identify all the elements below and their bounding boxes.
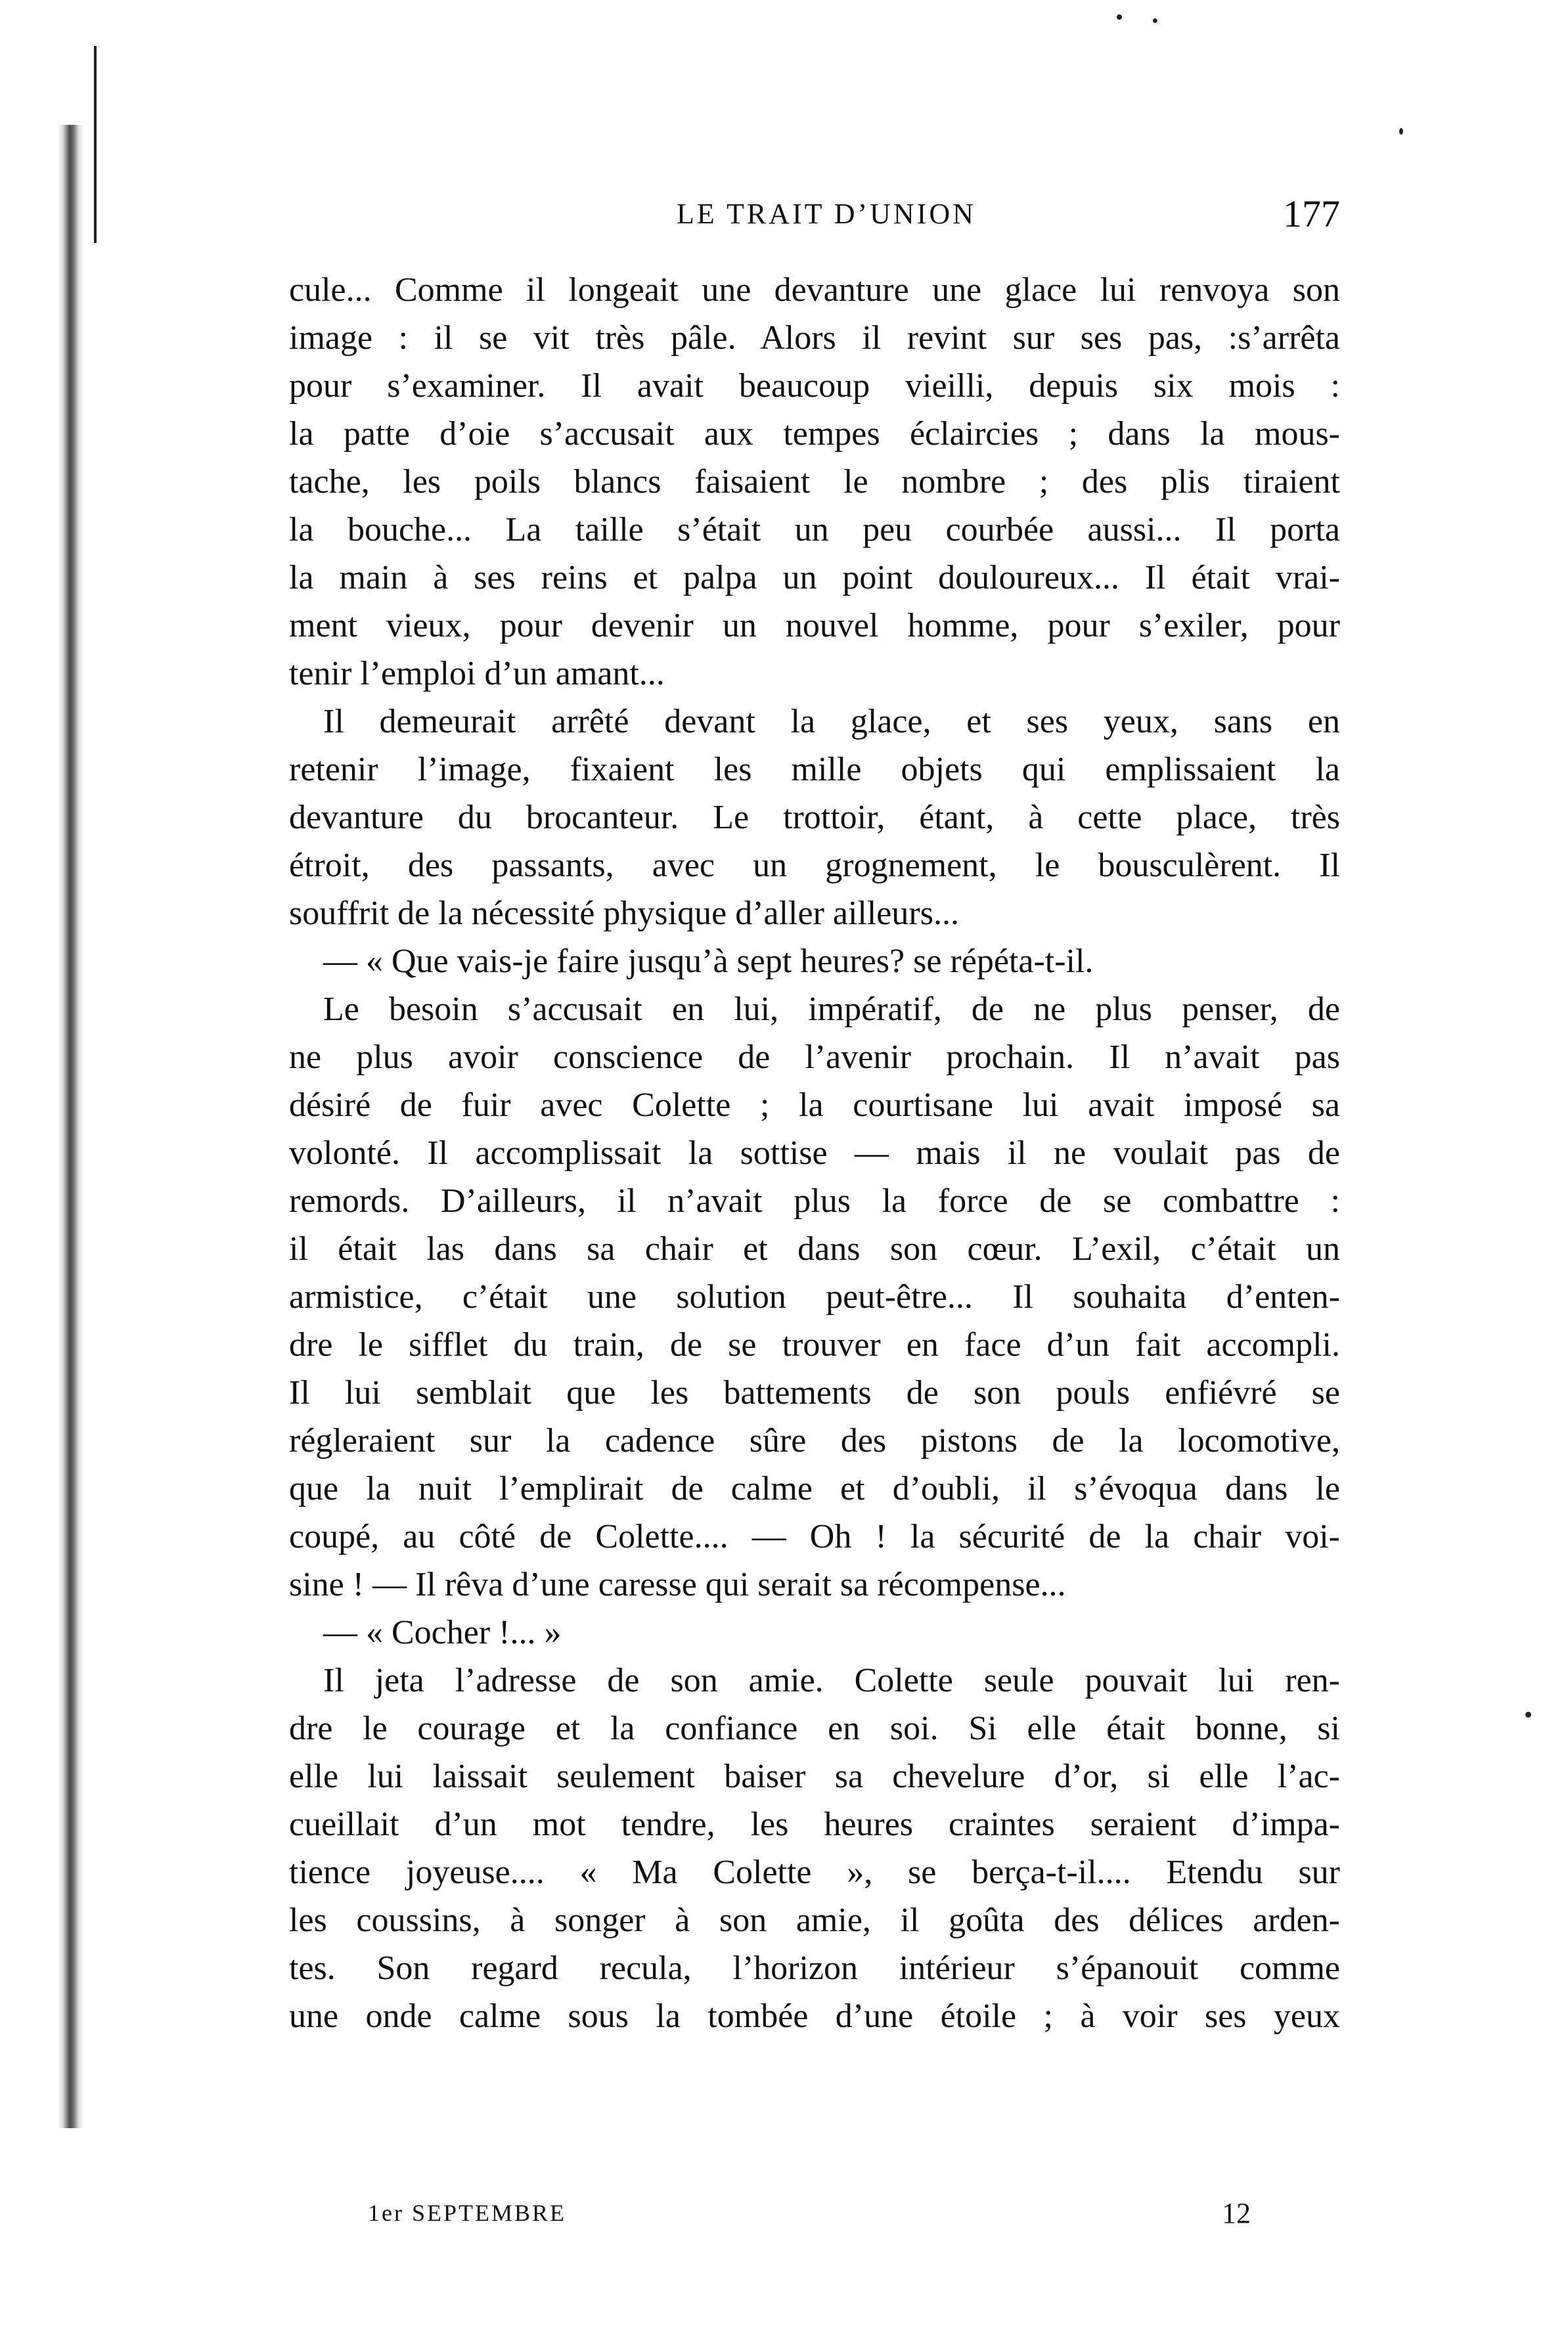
text-line: Il jeta l’adresse de son amie. Colette seule pouvait lui ren- xyxy=(323,1662,1340,1699)
text-line: pour s’examiner. Il avait beaucoup vieilli, depuis six mois : xyxy=(289,367,1340,405)
text-line: coupé, au côté de Colette.... — Oh ! la sécurité de la chair voi- xyxy=(289,1518,1340,1555)
text-line: étroit, des passants, avec un grognement, le bousculèrent. Il xyxy=(289,847,1340,884)
print-speck xyxy=(1525,1712,1531,1718)
page-header xyxy=(289,192,1340,250)
text-line: tes. Son regard recula, l’horizon intérieur s’épanouit comme xyxy=(289,1950,1340,1987)
text-line: devanture du brocanteur. Le trottoir, étant, à cette place, très xyxy=(289,799,1340,836)
text-line: ment vieux, pour devenir un nouvel homme, pour s’exiler, pour xyxy=(289,607,1340,644)
text-line: les coussins, à songer à son amie, il goûta des délices arden- xyxy=(289,1902,1340,1939)
text-line: régleraient sur la cadence sûre des pistons de la locomotive, xyxy=(289,1422,1340,1460)
printer-signature: 1er SEPTEMBRE xyxy=(368,2200,567,2226)
text-line: Le besoin s’accusait en lui, impératif, de ne plus penser, de xyxy=(323,991,1340,1028)
text-line: remords. D’ailleurs, il n’avait plus la force de se combattre : xyxy=(289,1182,1340,1220)
text-line: tache, les poils blancs faisaient le nombre ; des plis tiraient xyxy=(289,463,1340,501)
text-line: retenir l’image, fixaient les mille objets qui emplissaient la xyxy=(289,751,1340,788)
text-line: image : il se vit très pâle. Alors il revint sur ses pas, :s’arrêta xyxy=(289,319,1340,357)
print-speck xyxy=(1399,128,1403,135)
text-line: tenir l’emploi d’un amant... xyxy=(289,655,665,692)
text-line: Il lui semblait que les battements de son pouls enfiévré se xyxy=(289,1374,1340,1412)
text-line: — « Que vais-je faire jusqu’à sept heures? se répéta-t-il. xyxy=(323,943,1094,980)
text-line: une onde calme sous la tombée d’une étoile ; à voir ses yeux xyxy=(289,1997,1340,2035)
text-line: désiré de fuir avec Colette ; la courtisane lui avait imposé sa xyxy=(289,1086,1340,1124)
text-line: volonté. Il accomplissait la sottise — mais il ne voulait pas de xyxy=(289,1134,1340,1172)
text-line: la bouche... La taille s’était un peu courbée aussi... Il porta xyxy=(289,511,1340,548)
body-text xyxy=(289,266,1340,2040)
binding-edge-shadow xyxy=(58,125,84,2128)
text-line: dre le sifflet du train, de se trouver en face d’un fait accompli. xyxy=(289,1326,1340,1364)
text-line: il était las dans sa chair et dans son cœur. L’exil, c’était un xyxy=(289,1230,1340,1268)
binding-edge-line xyxy=(94,46,97,243)
page-footer xyxy=(368,2199,1288,2245)
text-line: elle lui laissait seulement baiser sa chevelure d’or, si elle l’ac- xyxy=(289,1758,1340,1795)
print-speck xyxy=(1117,14,1122,20)
text-line: — « Cocher !... » xyxy=(323,1614,562,1651)
text-line: cueillait d’un mot tendre, les heures craintes seraient d’impa- xyxy=(289,1806,1340,1843)
text-line: armistice, c’était une solution peut-être... Il souhaita d’enten- xyxy=(289,1278,1340,1316)
print-speck xyxy=(1153,18,1157,23)
text-line: Il demeurait arrêté devant la glace, et ses yeux, sans en xyxy=(323,703,1340,740)
text-line: cule... Comme il longeait une devanture une glace lui renvoya son xyxy=(289,271,1340,309)
text-line: ne plus avoir conscience de l’avenir prochain. Il n’avait pas xyxy=(289,1038,1340,1076)
text-line: dre le courage et la confiance en soi. Si elle était bonne, si xyxy=(289,1710,1340,1747)
text-line: sine ! — Il rêva d’une caresse qui serait sa récompense... xyxy=(289,1566,1066,1603)
text-line: tience joyeuse.... « Ma Colette », se berça-t-il.... Etendu sur xyxy=(289,1854,1340,1891)
page-number: 177 xyxy=(1283,192,1340,235)
text-line: souffrit de la nécessité physique d’aller ailleurs... xyxy=(289,895,959,932)
text-line: la main à ses reins et palpa un point douloureux... Il était vrai- xyxy=(289,559,1340,596)
text-line: la patte d’oie s’accusait aux tempes éclaircies ; dans la mous- xyxy=(289,415,1340,453)
running-head: LE TRAIT D’UNION xyxy=(677,198,976,230)
text-line: que la nuit l’emplirait de calme et d’oubli, il s’évoqua dans le xyxy=(289,1470,1340,1507)
sheet-number: 12 xyxy=(1222,2197,1251,2229)
